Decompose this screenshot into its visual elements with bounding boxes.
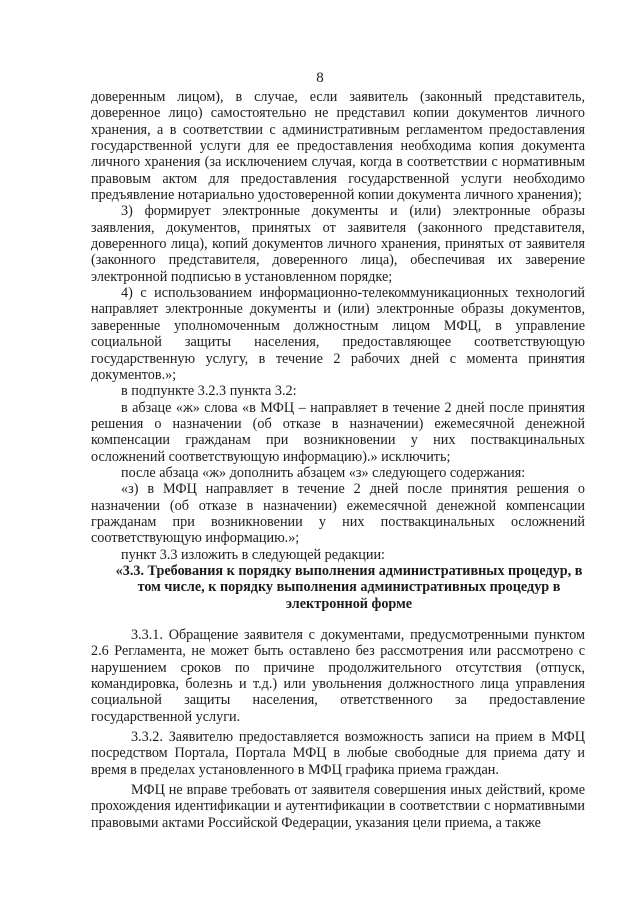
- paragraph: в абзаце «ж» слова «в МФЦ – направляет в течение 2 дней после принятия решения о назначении (об отказе в назначении) ежемесячной денежной компенсации гражданам при возникновении у них поствакцинальных осложнений соответствующую информацию).» исключить;: [91, 399, 585, 465]
- page-number: 8: [316, 70, 324, 86]
- paragraph: после абзаца «ж» дополнить абзацем «з» следующего содержания:: [121, 464, 526, 481]
- paragraph: 3.3.2. Заявителю предоставляется возможность записи на прием в МФЦ посредством Портала, Портала МФЦ в любые свободные для приема дату и время в пределах установленного в МФЦ графика приема граждан.: [91, 729, 585, 778]
- paragraph: пункт 3.3 изложить в следующей редакции:: [121, 546, 385, 563]
- paragraph: в подпункте 3.2.3 пункта 3.2:: [121, 383, 297, 400]
- paragraph: доверенным лицом), в случае, если заявитель (законный представитель, доверенное лицо) самостоятельно не представил копии документов личного хранения, а в соответствии с административным регламентом предоставления государственной услуги для ее предоставления необходима копия документа личного хранения (за исключением случая, когда в соответствии с нормативным правовым актом для предоставления государственной услуги необходимо предъявление нотариально удостоверенной копии документа личного хранения);: [91, 89, 585, 204]
- paragraph: 3) формирует электронные документы и (или) электронные образы заявления, документов, принятых от заявителя (законного представителя, доверенного лица), копий документов личного хранения, принятых от заявителя (законного представителя, доверенного лица), обеспечивая их заверение электронной подписью в установленном порядке;: [91, 203, 585, 285]
- paragraph: «з) в МФЦ направляет в течение 2 дней после принятия решения о назначении (об отказе в назначении) ежемесячной денежной компенсации гражданам при возникновении у них поствакцинальных осложнений соответствующую информацию.»;: [91, 481, 585, 547]
- paragraph: 3.3.1. Обращение заявителя с документами, предусмотренными пунктом 2.6 Регламента, не может быть оставлено без рассмотрения или рассмотрено с нарушением сроков по причине продолжительного отсутствия (отпуск, командировка, болезнь и т.д.) или увольнения должностного лица управления социальной защиты населения, ответственного за предоставление государственной услуги.: [91, 627, 585, 725]
- document-body: [91, 89, 585, 831]
- paragraph: 4) с использованием информационно-телекоммуникационных технологий направляет электронные документы и (или) электронные образы документов, заверенные уполномоченным должностным лицом МФЦ, в управление социальной защиты населения, предоставляющее соответствующую государственную услугу, в течение 2 рабочих дней с момента принятия документов.»;: [91, 285, 585, 383]
- section-heading: «3.3. Требования к порядку выполнения административных процедур, в том числе, к порядку выполнения административных процедур в электронной форме: [115, 562, 583, 612]
- paragraph: МФЦ не вправе требовать от заявителя совершения иных действий, кроме прохождения идентификации и аутентификации в соответствии с нормативными правовыми актами Российской Федерации, указания цели приема, а также: [91, 782, 585, 831]
